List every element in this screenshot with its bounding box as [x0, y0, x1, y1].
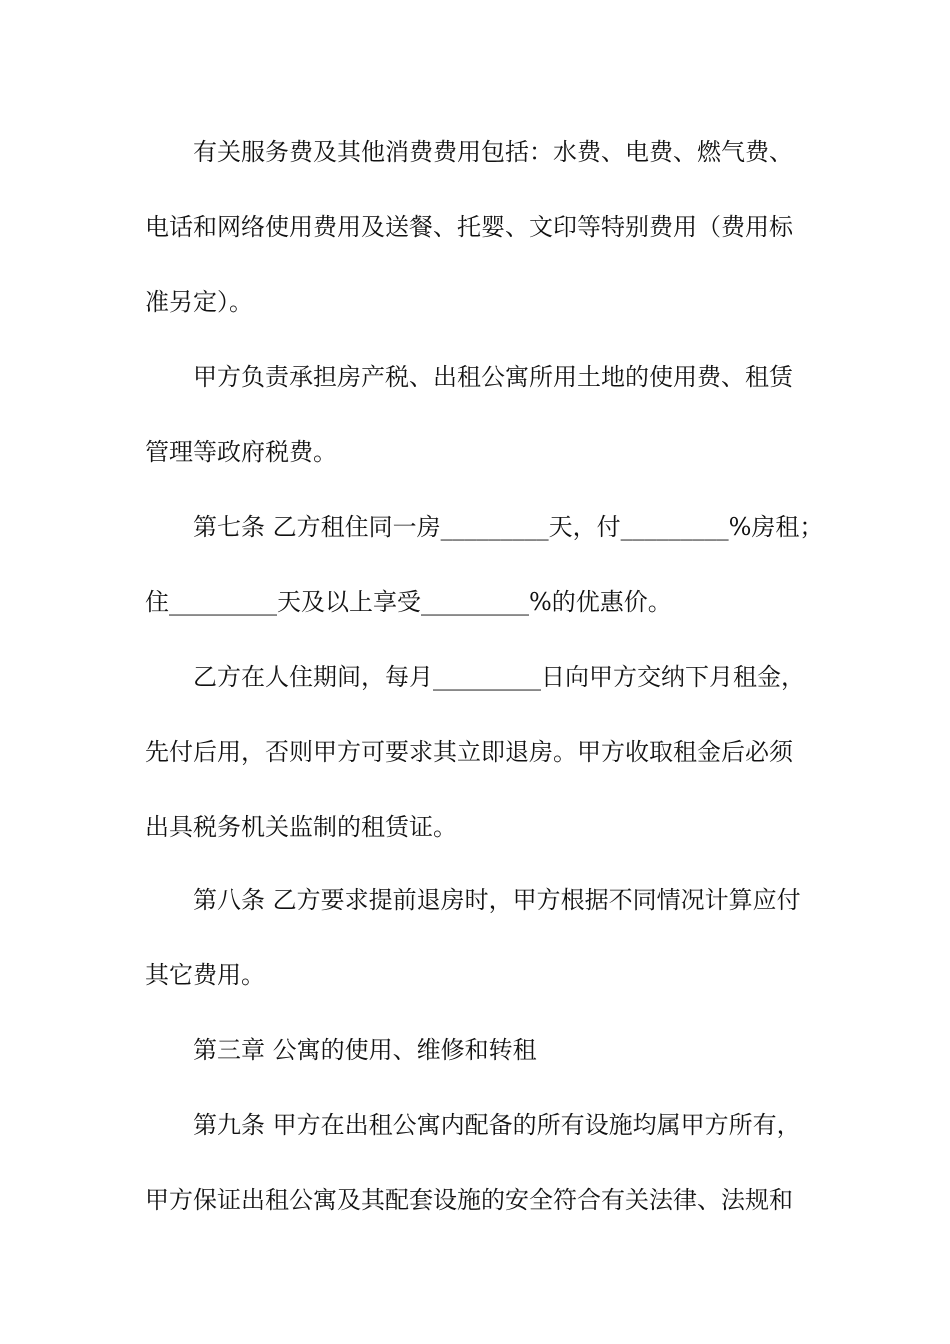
paragraph-taxes-line-2: 管理等政府税费。	[145, 438, 337, 466]
paragraph-rent-payment-line-2: 先付后用，否则甲方可要求其立即退房。甲方收取租金后必须	[145, 738, 793, 766]
paragraph-rent-payment-line-3: 出具税务机关监制的租赁证。	[145, 813, 457, 841]
paragraph-service-fees-line-3: 准另定）。	[145, 288, 253, 316]
article-9-line-2: 甲方保证出租公寓及其配套设施的安全符合有关法律、法规和	[145, 1186, 793, 1214]
paragraph-service-fees-line-2: 电话和网络使用费用及送餐、托婴、文印等特别费用（费用标	[145, 213, 793, 241]
paragraph-taxes-line-1: 甲方负责承担房产税、出租公寓所用土地的使用费、租赁	[193, 363, 793, 391]
article-8-line-1: 第八条 乙方要求提前退房时，甲方根据不同情况计算应付	[193, 886, 801, 914]
chapter-3-heading: 第三章 公寓的使用、维修和转租	[193, 1036, 537, 1064]
paragraph-rent-payment-line-1: 乙方在人住期间，每月_________日向甲方交纳下月租金，	[193, 663, 805, 691]
article-7-line-1: 第七条 乙方租住同一房_________天，付_________%房租；	[193, 513, 824, 541]
article-8-line-2: 其它费用。	[145, 961, 265, 989]
paragraph-service-fees-line-1: 有关服务费及其他消费费用包括：水费、电费、燃气费、	[193, 138, 793, 166]
article-7-line-2: 住_________天及以上享受_________%的优惠价。	[145, 588, 672, 616]
article-9-line-1: 第九条 甲方在出租公寓内配备的所有设施均属甲方所有，	[193, 1111, 801, 1139]
